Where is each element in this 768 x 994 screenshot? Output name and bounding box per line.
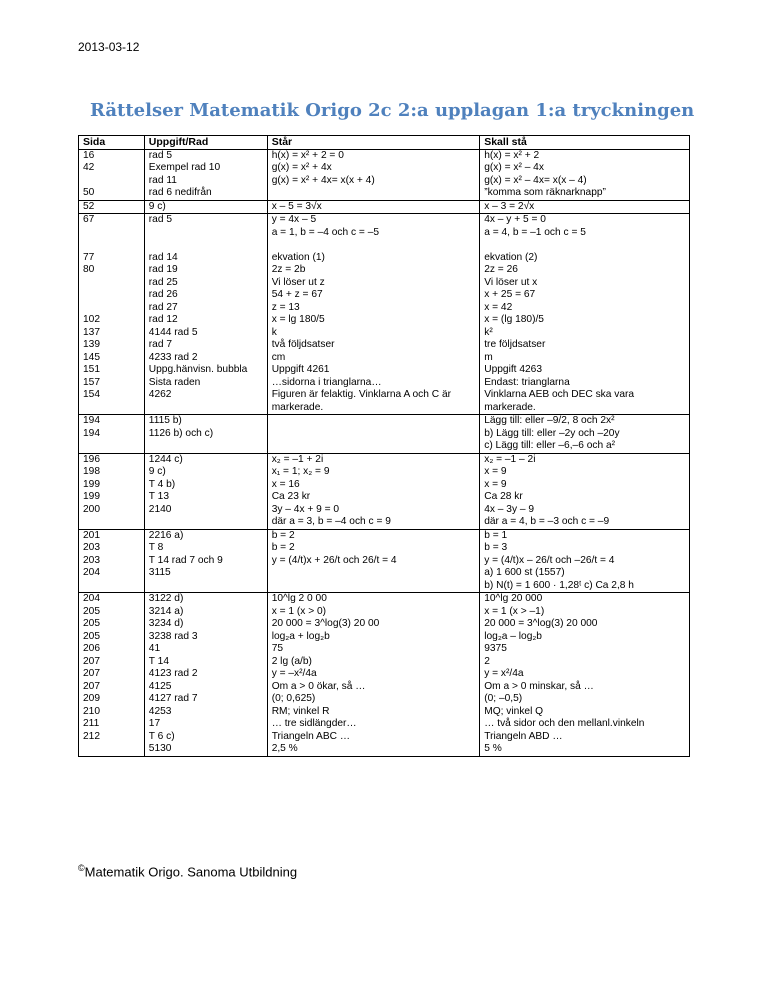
table-cell-skall [480,593,690,757]
cell-line: a = 1, b = –4 och c = –5 [271,226,380,238]
cell-line: 9375 [484,643,507,654]
table-cell-star [267,593,480,757]
cell-line: rad 19 [148,264,178,275]
cell-line: x₂ = –1 + 2i [271,453,324,465]
cell-line: rad 5 [148,214,173,225]
cell-line: 10^lg 2 0 00 [271,593,327,604]
table-row [79,593,690,757]
cell-line: y = 4x – 5 [271,214,317,225]
cell-line: Uppgift 4261 [271,364,330,375]
cell-line: 139 [83,339,100,350]
cell-line: 3234 d) [148,618,184,629]
cell-line: 3122 d) [148,593,184,604]
cell-line [149,516,263,529]
cell-line: Uppgift 4263 [484,364,542,375]
cell-line: Om a > 0 ökar, så … [271,680,366,692]
cell-line: a) 1 600 st (1557) [484,567,565,578]
cell-line: 54 + z = 67 [271,289,323,300]
cell-line: 4x – y + 5 = 0 [484,214,546,225]
cell-line: 4125 [148,680,172,692]
table-cell-star [267,200,480,214]
cell-line: rad 25 [148,276,178,288]
table-row [79,214,690,415]
cell-line: b = 1 [484,529,508,541]
cell-line: 4127 rad 7 [148,693,198,704]
cell-line: 20 000 = 3^log(3) 20 00 [271,618,380,629]
cell-line [83,440,140,453]
cell-line: 75 [271,643,284,654]
cell-line: 10^lg 20 000 [484,593,543,604]
cell-line: 16 [83,149,95,161]
cell-line [272,415,476,428]
cell-line: log₂a + log₂b [271,630,330,642]
cell-line: cm [271,351,286,363]
cell-line [149,440,263,453]
cell-line: x = (lg 180)/5 [484,314,544,325]
cell-line: 2 lg (a/b) [271,655,312,667]
cell-line: g(x) = x² + 4x [271,162,332,173]
cell-line: a = 4, b = –1 och c = 5 [484,226,586,238]
table-cell-sida [79,415,145,454]
cell-line: 211 [83,718,100,729]
cell-line [272,580,476,593]
cell-line: 194 [83,415,100,426]
cell-line: 2140 [148,503,172,515]
cell-line: x₂ = –1 – 2i [484,453,536,465]
cell-line: Exempel rad 10 [148,162,221,173]
cell-line: Endast: trianglarna [484,376,570,388]
cell-line [149,227,263,240]
table-cell-skall [480,453,690,529]
cell-line: z = 13 [271,301,300,313]
cell-line: T 4 b) [148,478,176,490]
cell-line: 210 [83,705,100,717]
cell-line [272,567,476,580]
cell-line [83,175,140,188]
cell-line: Triangeln ABD … [484,730,563,742]
cell-line: 203 [83,554,100,566]
table-row [79,529,690,593]
cell-line: x = 1 (x > –1) [484,605,545,617]
cell-line [272,440,476,453]
cell-line: y = –x²/4a [271,668,317,679]
cell-line: (0; –0,5) [484,693,523,704]
cell-line: 2z = 2b [271,264,306,275]
cell-line: rad 12 [148,314,178,325]
cell-line: 3238 rad 3 [148,630,198,642]
table-cell-star [267,415,480,454]
cell-line [83,277,140,290]
cell-line: 41 [148,643,161,654]
cell-line: T 8 [148,542,164,553]
cell-line: b) Lägg till: eller –2y och –20y [484,427,620,439]
cell-line: …sidorna i trianglarna… [271,376,382,388]
cell-line: 3y – 4x + 9 = 0 [271,503,340,515]
cell-line: 205 [83,630,100,642]
cell-line: 80 [83,264,95,275]
cell-line: 4262 [148,389,172,400]
cell-line: rad 26 [148,289,178,300]
table-cell-uppgift [144,149,267,200]
cell-line: 207 [83,668,100,679]
cell-line: 3115 [148,567,171,578]
cell-line: T 6 c) [148,730,175,742]
cell-line: rad 5 [148,149,173,161]
cell-line: x – 5 = 3√x [271,200,322,212]
cell-line [484,239,685,252]
table-cell-uppgift [144,214,267,415]
table-cell-star [267,214,480,415]
cell-line: k [271,326,277,338]
table-cell-sida [79,149,145,200]
column-header-skall-sta: Skall stå [480,136,690,150]
cell-line: 1126 b) och c) [148,427,214,439]
cell-line: Lägg till: eller –9/2, 8 och 2x² [484,415,615,426]
cell-line: där a = 4, b = –3 och c = –9 [484,516,610,527]
cell-line: x = 1 (x > 0) [271,605,327,617]
cell-line: 4233 rad 2 [148,351,198,363]
cell-line: 154 [83,389,100,400]
cell-line: 2,5 % [271,743,298,754]
cell-line: (0; 0,625) [271,693,316,704]
cell-line: två följdsatser [271,339,335,350]
cell-line: y = (4/t)x – 26/t och –26/t = 4 [484,554,615,566]
table-cell-uppgift [144,415,267,454]
cell-line: RM; vinkel R [271,705,330,717]
cell-line: c) Lägg till: eller –6,–6 och a² [484,440,616,451]
cell-line: b = 2 [271,529,295,541]
table-cell-uppgift [144,453,267,529]
cell-line: 199 [83,478,100,490]
table-cell-sida [79,200,145,214]
table-cell-star [267,529,480,593]
cell-line: 77 [83,251,95,263]
cell-line: x + 25 = 67 [484,289,536,300]
cell-line: 209 [83,693,100,704]
cell-line: 67 [83,214,95,225]
cell-line: Figuren är felaktig. Vinklarna A och C är markerade. [271,389,452,413]
cell-line: tre följdsatser [484,339,546,350]
cell-line: 4123 rad 2 [148,668,198,679]
cell-line: y = (4/t)x + 26/t och 26/t = 4 [271,554,397,566]
table-cell-sida [79,214,145,415]
cell-line: 17 [148,718,161,729]
cell-line: Om a > 0 minskar, så … [484,680,594,692]
cell-line: Vi löser ut x [484,276,538,288]
cell-line: 20 000 = 3^log(3) 20 000 [484,618,598,629]
table-cell-uppgift [144,593,267,757]
cell-line: g(x) = x² – 4x= x(x – 4) [484,174,587,186]
cell-line: Uppg.hänvisn. bubbla [148,364,248,375]
cell-line: 205 [83,605,100,617]
table-row [79,200,690,214]
cell-line: 5130 [148,743,172,754]
cell-line: 50 [83,187,95,198]
cell-line [149,239,263,252]
cell-line: 145 [83,351,100,363]
cell-line: Vi löser ut z [271,276,325,288]
cell-line: 9 c) [148,200,166,212]
column-header-star: Står [267,136,480,150]
cell-line: Vinklarna AEB och DEC ska vara markerade. [484,389,635,413]
cell-line: 207 [83,680,100,692]
table-header-row [79,136,690,150]
cell-line: ”komma som räknarknapp” [484,187,606,198]
cell-line: ekvation (1) [271,251,325,263]
cell-line [83,289,140,302]
footer-text: Matematik Origo. Sanoma Utbildning [84,864,298,880]
corrections-table [78,135,690,757]
cell-line: 4x – 3y – 9 [484,503,535,515]
cell-line: T 14 [148,655,169,667]
cell-line: 201 [83,529,100,541]
cell-line: b = 3 [484,542,508,553]
cell-line: x₁ = 1; x₂ = 9 [271,466,330,477]
cell-line: 2z = 26 [484,264,518,275]
table-cell-uppgift [144,200,267,214]
table-row [79,415,690,454]
cell-line: rad 11 [148,174,177,186]
cell-line: log₂a – log₂b [484,630,542,642]
cell-line: 3214 a) [148,605,184,617]
cell-line: 2 [484,655,490,667]
cell-line: 194 [83,427,100,439]
cell-line: 203 [83,542,100,553]
cell-line: y = x²/4a [484,668,524,679]
cell-line: 199 [83,491,100,502]
column-header-sida: Sida [79,136,145,150]
cell-line: b = 2 [271,542,295,553]
cell-line: 42 [83,162,95,173]
cell-line: x = lg 180/5 [271,314,325,325]
table-row [79,149,690,200]
cell-line: 204 [83,593,100,604]
cell-line: 4253 [148,705,172,717]
cell-line: 205 [83,618,100,629]
table-cell-skall [480,200,690,214]
cell-line: Ca 28 kr [484,491,523,502]
cell-line: 196 [83,453,100,465]
cell-line: k² [484,326,493,338]
table-cell-uppgift [144,529,267,593]
table-cell-skall [480,149,690,200]
cell-line: 5 % [484,743,502,754]
cell-line: h(x) = x² + 2 = 0 [271,149,344,161]
cell-line [83,580,140,593]
cell-line: rad 6 nedifrån [148,187,212,198]
cell-line: g(x) = x² – 4x [484,162,544,173]
cell-line: T 13 [148,491,169,502]
cell-line: Sista raden [148,376,201,388]
table-cell-skall [480,529,690,593]
table-cell-sida [79,529,145,593]
cell-line: … två sidor och den mellanl.vinkeln [484,718,645,729]
table-cell-skall [480,214,690,415]
cell-line: g(x) = x² + 4x= x(x + 4) [271,174,375,186]
cell-line: 212 [83,730,100,742]
cell-line: 52 [83,200,95,212]
cell-line [83,516,140,529]
cell-line: MQ; vinkel Q [484,705,544,717]
cell-line: 4144 rad 5 [148,326,198,338]
cell-line [83,239,140,252]
cell-line: 9 c) [148,466,166,477]
document-title: Rättelser Matematik Origo 2c 2:a upplagan 1:a tryckningen [90,100,695,121]
table-cell-star [267,453,480,529]
cell-line: 207 [83,655,100,667]
cell-line: … tre sidlängder… [271,718,357,729]
cell-line: 198 [83,466,100,477]
table-row [79,453,690,529]
cell-line [272,187,476,200]
cell-line: 200 [83,503,100,515]
table-cell-sida [79,593,145,757]
cell-line: x = 42 [484,301,513,313]
cell-line: 151 [83,364,100,375]
cell-line: rad 7 [148,339,173,350]
cell-line: b) N(t) = 1 600 · 1,28ᵗ c) Ca 2,8 h [484,579,634,591]
cell-line [149,580,263,593]
cell-line: 1244 c) [148,453,183,465]
cell-line: 137 [83,326,100,338]
cell-line: h(x) = x² + 2 [484,149,540,161]
cell-line: x – 3 = 2√x [484,200,535,212]
cell-line: 102 [83,314,100,325]
cell-line: rad 27 [148,301,178,313]
cell-line: 206 [83,643,100,654]
cell-line: m [484,351,493,363]
cell-line: 1115 b) [148,415,182,426]
table-cell-skall [480,415,690,454]
cell-line: x = 9 [484,466,507,477]
cell-line: rad 14 [148,251,178,263]
cell-line: 204 [83,567,100,578]
cell-line [272,239,476,252]
cell-line: x = 9 [484,478,507,490]
cell-line [83,227,140,240]
table-cell-star [267,149,480,200]
cell-line: 2216 a) [148,529,184,541]
document-date: 2013-03-12 [78,40,140,54]
cell-line [83,302,140,315]
cell-line [272,428,476,441]
cell-line: Ca 23 kr [271,491,311,502]
footer [78,863,297,879]
cell-line: T 14 rad 7 och 9 [148,554,223,566]
table-cell-sida [79,453,145,529]
column-header-uppgift: Uppgift/Rad [144,136,267,150]
cell-line: 157 [83,376,100,388]
copyright-symbol: © [78,863,85,873]
cell-line: Triangeln ABC … [271,730,351,742]
cell-line: x = 16 [271,478,300,490]
cell-line: ekvation (2) [484,251,538,263]
cell-line: där a = 3, b = –4 och c = 9 [271,516,391,527]
